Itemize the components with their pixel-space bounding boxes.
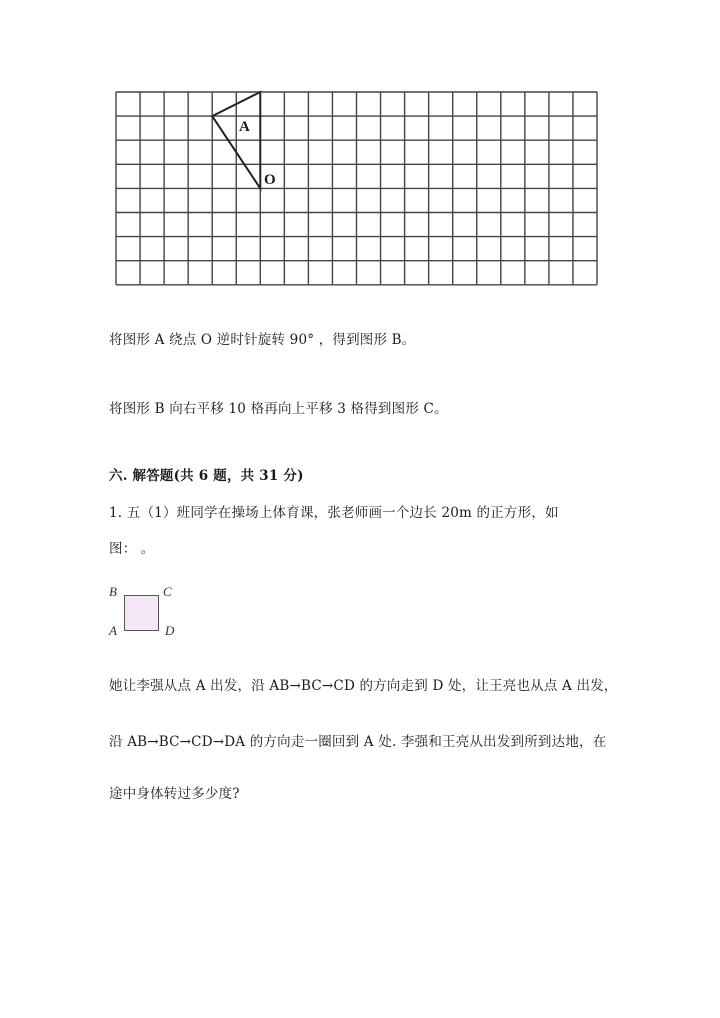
question1-text-line4: 沿 AB→BC→CD→DA 的方向走一圈回到 A 处. 李强和王亮从出发到所到达地，在 — [109, 734, 607, 750]
label-a: A — [109, 623, 117, 638]
grid-figure — [0, 0, 720, 320]
instruction-rotate: 将图形 A 绕点 O 逆时针旋转 90° ，得到图形 B。 — [109, 332, 416, 348]
square-abcd — [124, 595, 159, 631]
question1-text-line3: 她让李强从点 A 出发，沿 AB→BC→CD 的方向走到 D 处，让王亮也从点 A 出发， — [109, 678, 618, 694]
section-title: 六. 解答题(共 6 题，共 31 分) — [109, 468, 304, 484]
label-d: D — [165, 623, 175, 638]
instruction-translate: 将图形 B 向右平移 10 格再向上平移 3 格得到图形 C。 — [109, 401, 448, 417]
shape-a-label: A — [239, 119, 250, 135]
question1-text-line2: 图： 。 — [109, 541, 155, 557]
label-b: B — [109, 584, 117, 599]
question1-text-line5: 途中身体转过多少度? — [109, 786, 240, 802]
question1-text-line1: 1. 五（1）班同学在操场上体育课，张老师画一个边长 20m 的正方形，如 — [109, 505, 559, 521]
label-c: C — [163, 584, 172, 599]
point-o-label: O — [264, 172, 276, 188]
